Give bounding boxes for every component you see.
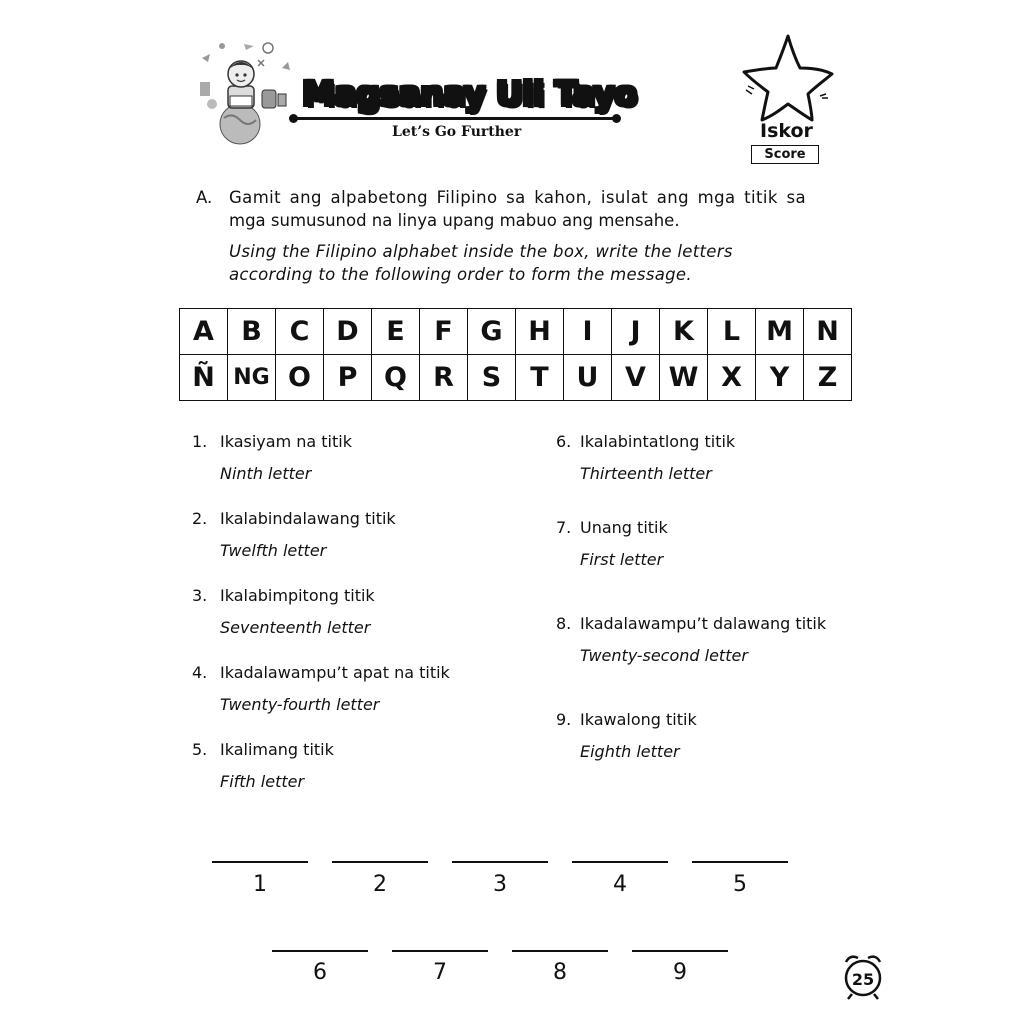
item-english: Twelfth letter <box>220 541 327 560</box>
blank-number: 4 <box>613 872 627 897</box>
item-filipino: Ikadalawampu’t dalawang titik <box>580 614 827 633</box>
answer-blank-8[interactable] <box>512 950 608 952</box>
item-english: Thirteenth letter <box>580 464 712 483</box>
item-filipino: Ikalabindalawang titik <box>220 509 396 528</box>
alphabet-cell: G <box>468 309 516 355</box>
blank-number: 1 <box>253 872 267 897</box>
star-icon <box>740 30 836 122</box>
score-label: Iskor <box>760 120 813 142</box>
alphabet-table <box>179 308 852 401</box>
item-english: Twenty-fourth letter <box>220 695 380 714</box>
item-english: Seventeenth letter <box>220 618 371 637</box>
alphabet-cell: L <box>708 309 756 355</box>
alphabet-cell: I <box>564 309 612 355</box>
item-number: 4. <box>192 663 208 682</box>
instruction-filipino-line2: mga sumusunod na linya upang mabuo ang mensahe. <box>229 211 680 230</box>
item-filipino: Unang titik <box>580 518 668 537</box>
alphabet-cell: Y <box>756 355 804 401</box>
child-reading-on-globe-icon <box>192 38 300 146</box>
alphabet-cell: C <box>276 309 324 355</box>
alphabet-cell: NG <box>228 355 276 401</box>
instruction-english-line2: according to the following order to form the message. <box>229 265 692 284</box>
alphabet-cell: W <box>660 355 708 401</box>
item-number: 9. <box>556 710 572 729</box>
alphabet-cell: V <box>612 355 660 401</box>
alphabet-cell: A <box>180 309 228 355</box>
alphabet-cell: H <box>516 309 564 355</box>
blank-number: 9 <box>673 960 687 985</box>
alphabet-cell: B <box>228 309 276 355</box>
answer-blank-4[interactable] <box>572 861 668 863</box>
item-filipino: Ikalimang titik <box>220 740 334 759</box>
alphabet-cell: O <box>276 355 324 401</box>
page-title: Magsanay Uli Tayo <box>302 74 637 113</box>
alphabet-cell: R <box>420 355 468 401</box>
answer-blank-7[interactable] <box>392 950 488 952</box>
instruction-letter: A. <box>196 188 213 207</box>
answer-blank-9[interactable] <box>632 950 728 952</box>
item-number: 6. <box>556 432 572 451</box>
alphabet-cell: X <box>708 355 756 401</box>
instruction-english-line1: Using the Filipino alphabet inside the box, write the letters <box>229 242 733 261</box>
blank-number: 6 <box>313 960 327 985</box>
item-filipino: Ikadalawampu’t apat na titik <box>220 663 450 682</box>
item-number: 2. <box>192 509 208 528</box>
item-filipino: Ikalabimpitong titik <box>220 586 375 605</box>
alphabet-cell: Ñ <box>180 355 228 401</box>
item-number: 5. <box>192 740 208 759</box>
item-english: Twenty-second letter <box>580 646 748 665</box>
item-english: First letter <box>580 550 664 569</box>
blank-number: 8 <box>553 960 567 985</box>
item-filipino: Ikalabintatlong titik <box>580 432 736 451</box>
item-filipino: Ikawalong titik <box>580 710 697 729</box>
header-illustration <box>192 38 300 146</box>
title-rule-right-dot <box>612 114 621 123</box>
answer-blank-6[interactable] <box>272 950 368 952</box>
alphabet-cell: D <box>324 309 372 355</box>
alphabet-cell: Z <box>804 355 852 401</box>
page-number: 25 <box>851 970 875 989</box>
blank-number: 5 <box>733 872 747 897</box>
page-subtitle: Let’s Go Further <box>392 124 522 140</box>
alphabet-cell: K <box>660 309 708 355</box>
item-english: Fifth letter <box>220 772 305 791</box>
item-number: 3. <box>192 586 208 605</box>
alphabet-cell: U <box>564 355 612 401</box>
item-english: Eighth letter <box>580 742 680 761</box>
alphabet-row-1 <box>180 309 852 355</box>
alphabet-cell: M <box>756 309 804 355</box>
alphabet-cell: N <box>804 309 852 355</box>
alphabet-cell: T <box>516 355 564 401</box>
blank-number: 7 <box>433 960 447 985</box>
alphabet-cell: P <box>324 355 372 401</box>
answer-blank-5[interactable] <box>692 861 788 863</box>
score-box[interactable]: Score <box>751 145 819 164</box>
item-filipino: Ikasiyam na titik <box>220 432 352 451</box>
alphabet-cell: S <box>468 355 516 401</box>
item-english: Ninth letter <box>220 464 312 483</box>
answer-blank-1[interactable] <box>212 861 308 863</box>
title-rule <box>292 117 618 120</box>
answer-blank-3[interactable] <box>452 861 548 863</box>
item-number: 1. <box>192 432 208 451</box>
alphabet-row-2 <box>180 355 852 401</box>
alphabet-cell: E <box>372 309 420 355</box>
blank-number: 3 <box>493 872 507 897</box>
instruction-filipino-line1: Gamit ang alpabetong Filipino sa kahon, isulat ang mga titik sa <box>229 188 806 207</box>
alphabet-cell: Q <box>372 355 420 401</box>
item-number: 8. <box>556 614 572 633</box>
alphabet-cell: J <box>612 309 660 355</box>
blank-number: 2 <box>373 872 387 897</box>
alphabet-cell: F <box>420 309 468 355</box>
item-number: 7. <box>556 518 572 537</box>
answer-blank-2[interactable] <box>332 861 428 863</box>
